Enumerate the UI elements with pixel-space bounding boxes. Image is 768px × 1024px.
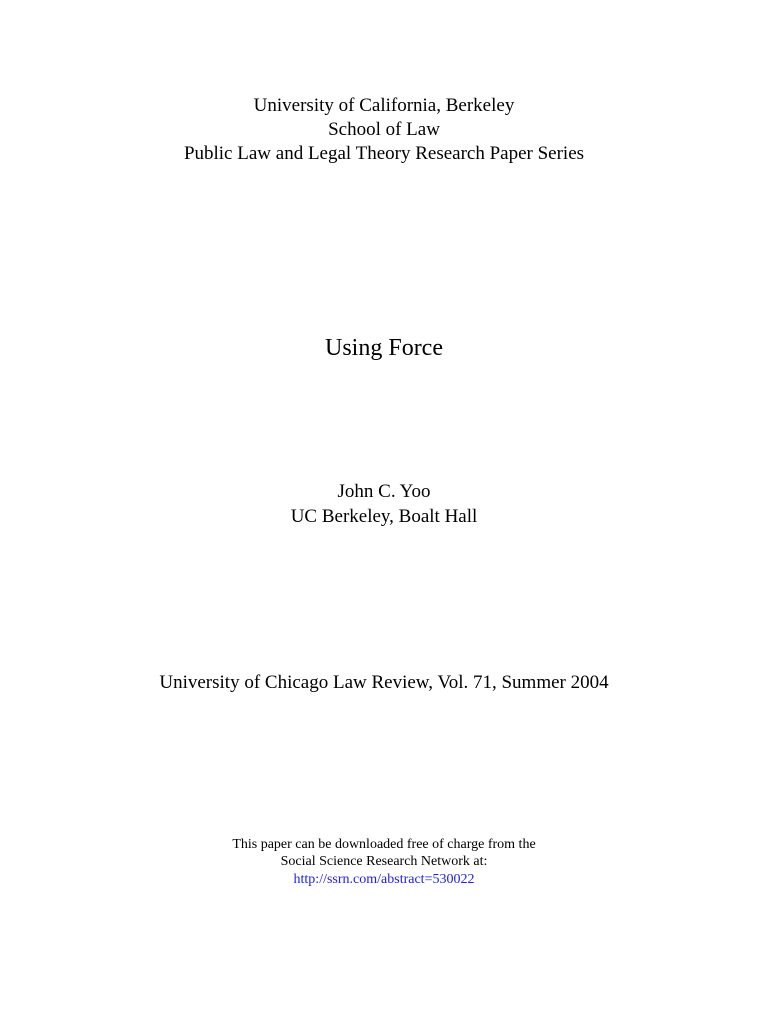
download-note-line-1: This paper can be downloaded free of charge from the <box>232 837 536 852</box>
publication-citation: University of Chicago Law Review, Vol. 71, Summer 2004 <box>159 672 609 693</box>
ssrn-abstract-link[interactable]: http://ssrn.com/abstract=530022 <box>293 872 475 887</box>
author-affiliation: UC Berkeley, Boalt Hall <box>290 506 478 527</box>
author-name: John C. Yoo <box>337 481 431 502</box>
download-note-line-2: Social Science Research Network at: <box>280 854 488 869</box>
school-name: School of Law <box>328 119 440 140</box>
download-link-row <box>0 873 768 887</box>
paper-series-name: Public Law and Legal Theory Research Paper Series <box>183 143 585 164</box>
institution-name: University of California, Berkeley <box>253 95 515 116</box>
paper-title: Using Force <box>325 335 443 361</box>
